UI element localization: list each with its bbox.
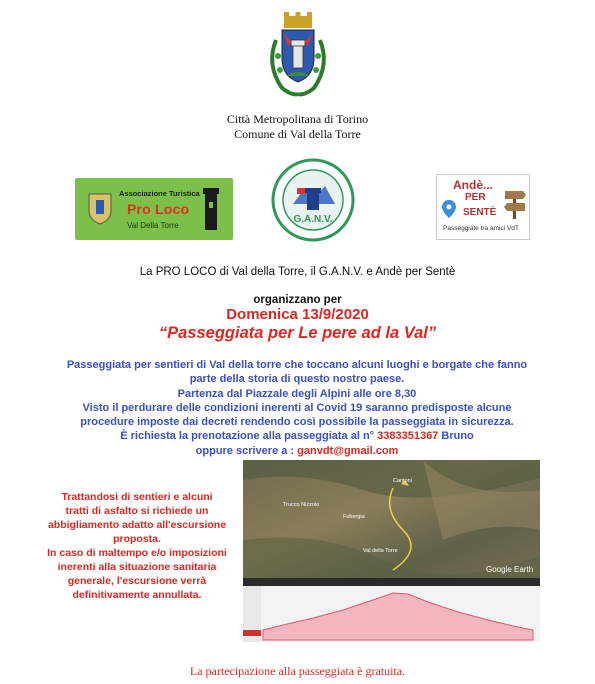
ande-line2: PER: [465, 192, 486, 203]
notice-line: definitivamente annullata.: [72, 589, 202, 601]
coat-of-arms-image: [262, 10, 334, 100]
event-date: Domenica 13/9/2020: [226, 306, 369, 323]
desc-line: parte della storia di questo nostro paese.: [189, 373, 405, 386]
notice-line: proposta.: [113, 533, 161, 545]
proloco-big-text: Pro Loco: [127, 201, 190, 217]
footer-note: La partecipazione alla passeggiata è gratuita.: [189, 664, 406, 678]
email-link[interactable]: ganvdt@gmail.com: [297, 444, 399, 457]
map-place: Fubergia: [343, 514, 365, 520]
notice-block: [24, 490, 250, 602]
ganv-label: G.A.N.V.: [293, 214, 333, 225]
location-pin-icon: [441, 199, 457, 219]
comune-line: Comune di Val della Torre: [234, 127, 361, 141]
desc-line: Partenza dal Piazzale degli Alpini alle ore 8,30: [177, 387, 417, 400]
intro-line: La PRO LOCO di Val della Torre, il G.A.N.V. e Andè per Sentè: [139, 266, 456, 278]
proloco-sub-text: Val Della Torre: [127, 221, 179, 230]
ande-line3: SENTÈ: [463, 207, 497, 218]
map-place: Val della Torre: [363, 548, 398, 554]
map-watermark: Google Earth: [486, 565, 534, 574]
notice-line: abbigliamento adatto all'escursione: [47, 519, 227, 531]
desc-line: Visto il perdurare delle condizioni inerenti al Covid 19 saranno predisposte alcune: [82, 401, 512, 414]
desc-line: Passeggiata per sentieri di Val della torre che toccano alcuni luoghi e borgate che fanno: [66, 359, 528, 371]
proloco-crest-icon: [87, 190, 113, 226]
notice-line: generale, l'escursione verrà: [67, 575, 207, 587]
ande-per-sente-logo: [436, 174, 530, 240]
notice-line: Trattandosi di sentieri e alcuni: [61, 491, 213, 503]
phone-number[interactable]: 3383351367: [377, 430, 439, 443]
notice-line: tratti di asfalto si richiede un: [65, 505, 209, 517]
booking-line: [42, 429, 552, 443]
route-map-image: [243, 460, 540, 642]
tower-icon: [199, 186, 223, 232]
city-line: Città Metropolitana di Torino: [226, 112, 369, 126]
header-block: [150, 112, 445, 142]
signpost-icon: [503, 185, 527, 219]
booking-text: È richiesta la prenotazione alla passeggiata al n°: [120, 430, 375, 443]
desc-line: procedure imposte dai decreti rendendo così possibile la passeggiata in sicurezza.: [80, 416, 514, 429]
notice-line: In caso di maltempo e/o imposizioni: [47, 547, 227, 559]
organizzano-line: organizzano per: [253, 294, 342, 306]
proloco-logo: [75, 178, 233, 240]
email-prefix: oppure scrivere a :: [195, 444, 295, 457]
ande-tagline: Passeggiate tra amici VdT: [443, 225, 519, 232]
proloco-small-text: Associazione Turistica: [119, 189, 200, 198]
ande-line1: Andè...: [453, 178, 494, 192]
notice-line: inerenti alla situazione sanitaria: [57, 561, 217, 573]
event-title: “Passeggiata per Le pere ad la Val”: [158, 324, 437, 342]
description-block: [42, 358, 552, 458]
map-place: Cantoni: [393, 478, 412, 484]
email-line: [42, 444, 552, 458]
map-place: Trucco Nizzolo: [283, 502, 320, 508]
booking-contact-name: Bruno: [441, 430, 474, 443]
ganv-logo: [271, 158, 355, 242]
